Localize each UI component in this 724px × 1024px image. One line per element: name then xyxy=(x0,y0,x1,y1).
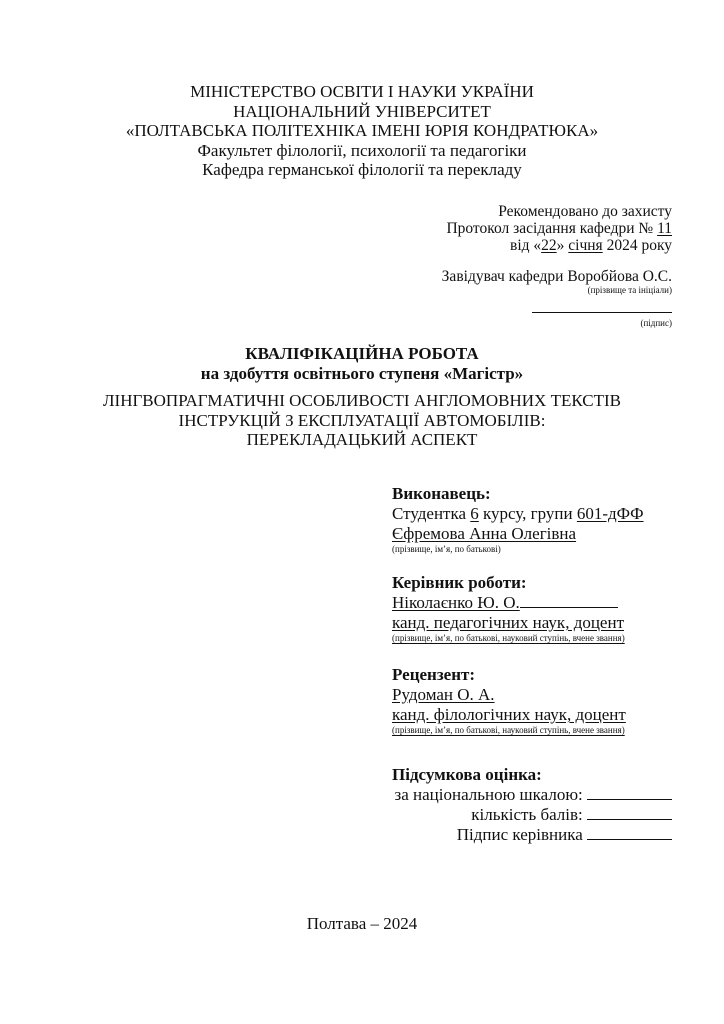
grade-fields xyxy=(395,785,673,845)
protocol-prefix: Протокол засідання кафедри № xyxy=(446,220,658,237)
supervisor-signature-label: Підпис керівника xyxy=(456,825,583,844)
department-line: Кафедра германської філології та перекладу xyxy=(202,160,522,179)
supervisor-hint: (прізвище, ім’я, по батькові, науковий ступінь, вчене звання) xyxy=(392,633,625,643)
student-prefix: Студентка xyxy=(392,504,471,523)
group-prefix: курсу, групи xyxy=(478,504,577,523)
protocol-number: 11 xyxy=(657,220,672,237)
institution-header xyxy=(0,82,724,180)
points-field[interactable] xyxy=(587,819,672,820)
supervisor-name: Ніколаєнко Ю. О. xyxy=(392,593,520,612)
supervisor-name-fill xyxy=(520,607,618,608)
department-head: Завідувач кафедри Воробйова О.С. xyxy=(441,268,672,285)
date-mid: » xyxy=(556,237,569,254)
student-name: Єфремова Анна Олегівна xyxy=(392,524,577,543)
faculty-line: Факультет філології, психології та педагогіки xyxy=(197,140,527,160)
date-line xyxy=(442,237,672,254)
recommended-text: Рекомендовано до захисту xyxy=(498,203,672,220)
national-scale-row xyxy=(395,785,673,805)
topic-line-3: ПЕРЕКЛАДАЦЬКИЙ АСПЕКТ xyxy=(246,430,478,449)
reviewer-hint: (прізвище, ім’я, по батькові, науковий ступінь, вчене звання) xyxy=(392,725,625,735)
date-suffix: 2024 року xyxy=(602,237,672,254)
performer-label: Виконавець: xyxy=(392,484,491,503)
place-year: Полтава – 2024 xyxy=(306,914,418,933)
date-prefix: від « xyxy=(510,237,542,254)
date-month: січня xyxy=(568,237,603,254)
supervisor-signature-field[interactable] xyxy=(587,839,672,840)
course-number: 6 xyxy=(470,504,479,523)
reviewer-name: Рудоман О. А. xyxy=(392,685,495,704)
national-scale-label: за національною шкалою: xyxy=(394,785,583,804)
performer-hint: (прізвище, ім’я, по батькові) xyxy=(392,544,501,554)
grade-label-block xyxy=(392,765,542,785)
points-label: кількість балів: xyxy=(471,805,583,824)
signature-row xyxy=(395,825,673,845)
supervisor-degree: канд. педагогічних наук, доцент xyxy=(392,613,625,632)
protocol-line xyxy=(442,220,672,237)
group-code: 601-дФФ xyxy=(576,504,644,523)
signature-line xyxy=(442,300,672,318)
reviewer-label: Рецензент: xyxy=(392,665,476,684)
points-row xyxy=(395,805,673,825)
footer xyxy=(0,914,724,934)
supervisor-label: Керівник роботи: xyxy=(392,573,527,592)
topic-line-2: ІНСТРУКЦІЙ З ЕКСПЛУАТАЦІЇ АВТОМОБІЛІВ: xyxy=(178,410,546,430)
performer-block xyxy=(392,484,644,555)
supervisor-name-line xyxy=(392,593,625,613)
student-line xyxy=(392,504,644,524)
signature-hint: (підпис) xyxy=(640,318,672,328)
supervisor-block xyxy=(392,573,625,644)
ministry-line: МІНІСТЕРСТВО ОСВІТИ І НАУКИ УКРАЇНИ xyxy=(190,82,534,101)
national-scale-field[interactable] xyxy=(587,799,672,800)
topic-line-1: ЛІНГВОПРАГМАТИЧНІ ОСОБЛИВОСТІ АНГЛОМОВНИХ ТЕКСТІВ xyxy=(103,391,621,410)
reviewer-block xyxy=(392,665,626,736)
work-title-block xyxy=(0,344,724,450)
university-line: НАЦІОНАЛЬНИЙ УНІВЕРСИТЕТ xyxy=(233,101,491,121)
head-hint: (прізвище та ініціали) xyxy=(587,285,672,295)
university-name-line: «ПОЛТАВСЬКА ПОЛІТЕХНІКА ІМЕНІ ЮРІЯ КОНДРАТЮКА» xyxy=(125,121,599,140)
reviewer-degree: канд. філологічних наук, доцент xyxy=(392,705,626,724)
date-day: 22 xyxy=(541,237,557,254)
work-type: КВАЛІФІКАЦІЙНА РОБОТА xyxy=(245,344,479,363)
degree-line: на здобуття освітнього ступеня «Магістр» xyxy=(200,363,524,383)
approval-block xyxy=(442,203,672,329)
grade-label: Підсумкова оцінка: xyxy=(392,765,542,784)
